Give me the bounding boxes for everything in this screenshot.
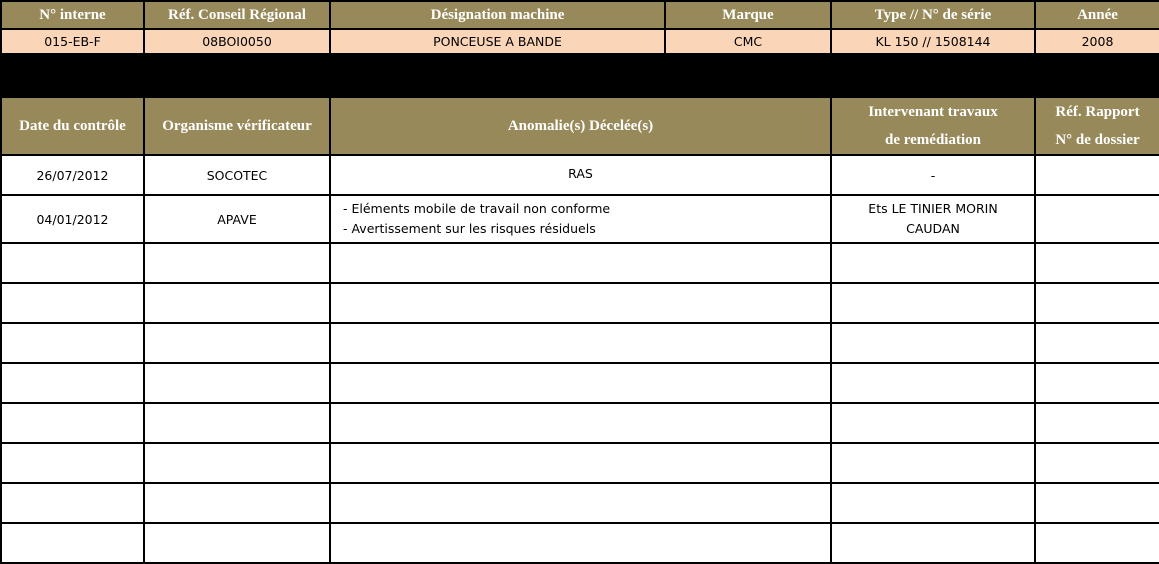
table-row [1, 155, 1159, 195]
table-row [1, 195, 1159, 243]
empty-cell [1035, 403, 1159, 443]
empty-cell [330, 523, 831, 563]
header-ref-line1: Réf. Rapport [1055, 104, 1140, 120]
header-organisme: Organisme vérificateur [144, 97, 330, 155]
value-num-interne: 015-EB-F [1, 29, 144, 54]
empty-row [1, 363, 1159, 403]
empty-cell [831, 403, 1035, 443]
empty-cell [330, 243, 831, 283]
empty-cell [330, 323, 831, 363]
empty-row [1, 283, 1159, 323]
empty-row [1, 523, 1159, 563]
empty-cell [144, 243, 330, 283]
empty-row [1, 403, 1159, 443]
empty-cell [330, 283, 831, 323]
empty-cell [831, 363, 1035, 403]
header-date: Date du contrôle [1, 97, 144, 155]
row-intervenant: - [831, 155, 1035, 195]
header-anomalies: Anomalie(s) Décelée(s) [330, 97, 831, 155]
empty-row [1, 483, 1159, 523]
controls-header-row [1, 97, 1159, 155]
header-annee: Année [1035, 1, 1159, 29]
header-intervenant [831, 97, 1035, 155]
header-intervenant-line2: de remédiation [885, 132, 981, 148]
header-intervenant-line1: Intervenant travaux [868, 104, 998, 120]
header-type-serie: Type // N° de série [831, 1, 1035, 29]
empty-cell [144, 363, 330, 403]
empty-row [1, 323, 1159, 363]
empty-cell [1, 403, 144, 443]
empty-cell [144, 483, 330, 523]
row-date: 26/07/2012 [1, 155, 144, 195]
value-ref-conseil: 08BOI0050 [144, 29, 330, 54]
empty-cell [831, 243, 1035, 283]
empty-cell [330, 443, 831, 483]
empty-cell [144, 283, 330, 323]
empty-cell [330, 403, 831, 443]
controls-table [0, 96, 1159, 564]
header-num-interne: N° interne [1, 1, 144, 29]
empty-cell [1035, 323, 1159, 363]
value-marque: CMC [665, 29, 831, 54]
empty-cell [1, 363, 144, 403]
empty-cell [330, 363, 831, 403]
value-designation: PONCEUSE A BANDE [330, 29, 665, 54]
header-designation: Désignation machine [330, 1, 665, 29]
empty-cell [831, 283, 1035, 323]
header-ref-line2: N° de dossier [1055, 132, 1140, 148]
header-ref-conseil: Réf. Conseil Régional [144, 1, 330, 29]
empty-cell [144, 403, 330, 443]
empty-cell [1035, 443, 1159, 483]
anomaly-line: - Avertissement sur les risques résiduels [343, 221, 596, 236]
empty-cell [1035, 243, 1159, 283]
row-organisme: SOCOTEC [144, 155, 330, 195]
empty-cell [1, 323, 144, 363]
row-ref [1035, 195, 1159, 243]
empty-cell [831, 323, 1035, 363]
empty-cell [1, 243, 144, 283]
empty-cell [1035, 363, 1159, 403]
row-ref [1035, 155, 1159, 195]
header-ref-rapport [1035, 97, 1159, 155]
empty-cell [1, 523, 144, 563]
header-marque: Marque [665, 1, 831, 29]
empty-cell [831, 523, 1035, 563]
empty-cell [1035, 523, 1159, 563]
empty-cell [330, 483, 831, 523]
empty-cell [144, 443, 330, 483]
machine-header-row [1, 1, 1159, 29]
machine-table [0, 0, 1159, 55]
empty-cell [1, 283, 144, 323]
row-intervenant [831, 195, 1035, 243]
row-date: 04/01/2012 [1, 195, 144, 243]
row-anomalies [330, 195, 831, 243]
empty-cell [831, 443, 1035, 483]
empty-cell [1035, 483, 1159, 523]
row-organisme: APAVE [144, 195, 330, 243]
empty-cell [1, 443, 144, 483]
empty-cell [144, 323, 330, 363]
machine-info-row [1, 29, 1159, 54]
empty-cell [1035, 283, 1159, 323]
row-anomalies: RAS [330, 155, 831, 195]
empty-cell [1, 483, 144, 523]
intervenant-line: Ets LE TINIER MORIN [868, 201, 998, 216]
anomaly-line: - Eléments mobile de travail non conforme [343, 201, 611, 216]
empty-row [1, 243, 1159, 283]
value-type-serie: KL 150 // 1508144 [831, 29, 1035, 54]
empty-cell [831, 483, 1035, 523]
empty-cell [144, 523, 330, 563]
separator-band [0, 53, 1159, 96]
value-annee: 2008 [1035, 29, 1159, 54]
intervenant-line: CAUDAN [906, 221, 960, 236]
empty-row [1, 443, 1159, 483]
